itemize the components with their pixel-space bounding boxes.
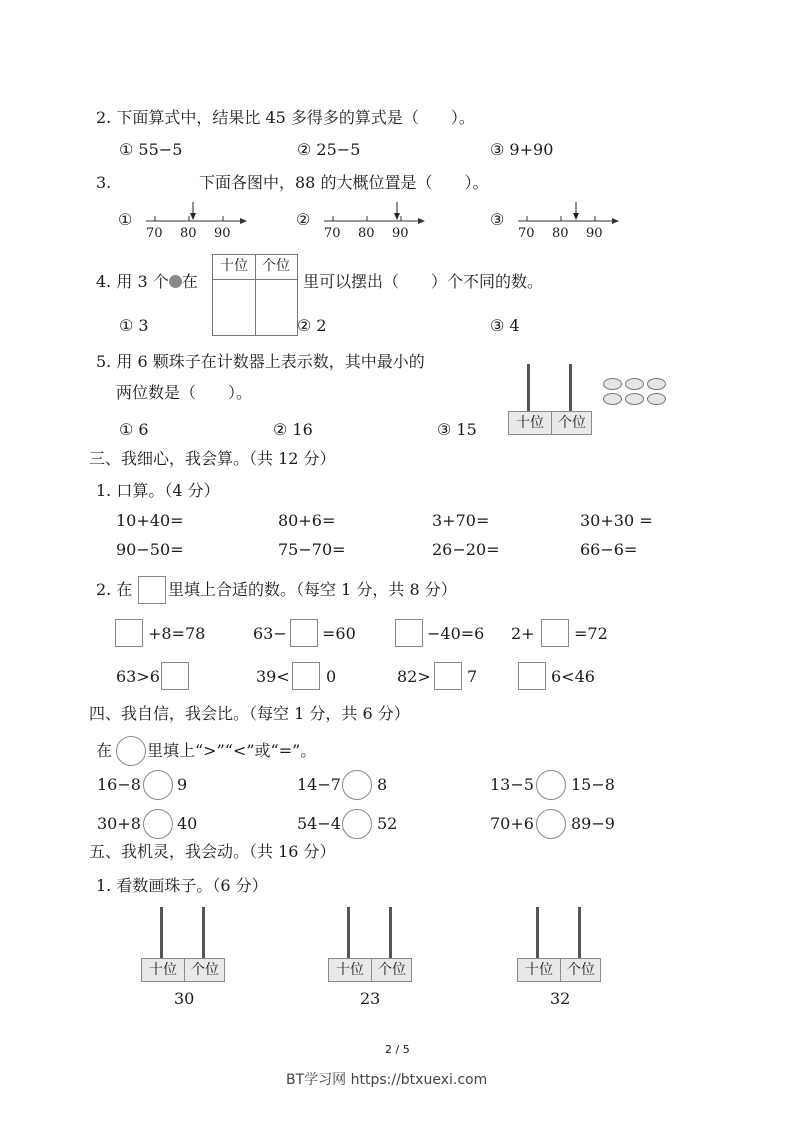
abacus-number: 30 [174,989,195,1008]
compare-right: 8 [377,775,388,794]
q5-beads [603,378,667,408]
q2-option-3: ③ 9+90 [490,140,554,159]
fill-expression: 0 [326,667,337,686]
bead-icon [625,393,644,405]
q3-option-mark-3: ③ [490,210,505,229]
tick-90: 90 [392,226,409,241]
bead-icon [169,275,182,288]
section-3-title: 三、我细心，我会算。（共 12 分） [89,449,336,468]
answer-box[interactable] [395,619,423,647]
section-5-title: 五、我机灵，我会动。（共 16 分） [89,842,336,861]
tens-rod [347,907,350,959]
ones-rod [202,907,205,959]
q4-stem-post: 里可以摆出（ ）个不同的数。 [303,272,544,291]
ones-label: 个位 [191,962,219,978]
bead-icon [647,378,666,390]
ones-rod [569,364,572,412]
compare-left: 70+6 [490,814,534,833]
tick-90: 90 [586,226,603,241]
ones-rod [578,907,581,959]
fill-expression: =60 [322,624,356,643]
sec4-inst-post: 里填上“>”“<”或“=”。 [147,741,317,760]
answer-box[interactable] [161,662,189,690]
q3-number: 3. [96,173,112,192]
q2-option-2: ② 25−5 [297,140,361,159]
abacus-base [508,411,592,435]
q3-arrow-1-head [190,213,196,220]
q3-number-line-1 [118,200,248,244]
tens-label: 十位 [525,962,553,978]
fill-expression: 39< [256,667,290,686]
answer-box[interactable] [115,619,143,647]
compare-left: 13−5 [490,775,534,794]
tens-header: 十位 [220,258,248,274]
q4-option-2: ② 2 [297,316,327,335]
q5-option-2: ② 16 [273,420,313,439]
answer-circle[interactable] [143,770,173,800]
fill-expression: 7 [467,667,478,686]
answer-box[interactable] [518,662,546,690]
compare-right: 15−8 [571,775,615,794]
abacus-base [328,958,412,982]
bead-icon [625,378,644,390]
bead-icon [647,393,666,405]
answer-box[interactable] [138,576,166,604]
fill-expression: 6<46 [551,667,595,686]
compare-left: 14−7 [297,775,341,794]
tens-label: 十位 [336,962,364,978]
abacus-number: 23 [360,989,381,1008]
oral-item: 80+6= [278,511,336,530]
answer-box[interactable] [541,619,569,647]
q3-option-mark-2: ② [296,210,311,229]
answer-box[interactable] [290,619,318,647]
q3-stem: 下面各图中，88 的大概位置是（ ）。 [199,173,489,192]
ones-label: 个位 [567,962,595,978]
sec3-q1-title: 1. 口算。（4 分） [96,481,220,500]
q3-arrow-2-head [394,213,400,220]
tens-rod [527,364,530,412]
answer-circle[interactable] [536,770,566,800]
q3-number-line-2 [296,200,426,244]
fill-expression: +8=78 [148,624,206,643]
tick-70: 70 [518,226,535,241]
oral-item: 66−6= [580,540,638,559]
fill-expression: 63− [253,624,287,643]
oral-item: 75−70= [278,540,346,559]
q3-option-mark-1: ① [118,210,133,229]
tens-label: 十位 [149,962,177,978]
compare-right: 9 [177,775,188,794]
q4-stem-pre: 4. 用 3 个 在 [96,272,198,291]
abacus-number: 32 [550,989,571,1008]
answer-circle[interactable] [342,770,372,800]
tick-70: 70 [146,226,163,241]
q3-number-line-3 [490,200,620,244]
q5-abacus [508,364,592,436]
answer-circle[interactable] [143,809,173,839]
abacus-2 [328,907,412,983]
fill-expression: 2+ [511,624,535,643]
bead-icon [603,378,622,390]
abacus-3 [517,907,601,983]
fill-expression: =72 [574,624,608,643]
q4-option-3: ③ 4 [490,316,520,335]
q5-stem-line2: 两位数是（ ）。 [116,383,253,402]
q4-option-1: ① 3 [119,316,149,335]
tens-rod [536,907,539,959]
answer-box[interactable] [434,662,462,690]
tens-rod [160,907,163,959]
tick-90: 90 [214,226,231,241]
answer-circle[interactable] [536,809,566,839]
q3-arrow-3-head [573,213,579,220]
ones-rod [389,907,392,959]
q5-stem-line1: 5. 用 6 颗珠子在计数器上表示数，其中最小的 [96,352,425,371]
ones-label: 个位 [378,962,406,978]
sec3-q2-post: 里填上合适的数。（每空 1 分，共 8 分） [168,580,457,599]
answer-circle[interactable] [116,736,146,766]
answer-circle[interactable] [342,809,372,839]
q5-option-3: ③ 15 [437,420,477,439]
answer-box[interactable] [292,662,320,690]
abacus-base [517,958,601,982]
abacus-1 [141,907,225,983]
q5-option-1: ① 6 [119,420,149,439]
page-number: 2 / 5 [385,1043,410,1056]
tick-70: 70 [324,226,341,241]
ones-label: 个位 [558,415,586,431]
oral-item: 30+30 = [580,511,653,530]
tick-80: 80 [180,226,197,241]
section-4-title: 四、我自信，我会比。（每空 1 分，共 6 分） [89,704,410,723]
oral-item: 10+40= [116,511,184,530]
place-value-table [212,254,298,336]
oral-item: 3+70= [432,511,490,530]
fill-expression: −40=6 [427,624,485,643]
oral-item: 90−50= [116,540,184,559]
sec3-q2-pre: 2. 在 [96,580,133,599]
fill-expression: 63>6 [116,667,160,686]
compare-left: 54−4 [297,814,341,833]
compare-left: 16−8 [97,775,141,794]
bead-icon [603,393,622,405]
site-watermark[interactable]: BT学习网 https://btxuexi.com [286,1072,488,1088]
compare-left: 30+8 [97,814,141,833]
sec4-inst-pre: 在 [96,741,113,760]
ones-header: 个位 [262,258,290,274]
sec5-q1-title: 1. 看数画珠子。（6 分） [96,876,268,895]
fill-expression: 82> [397,667,431,686]
tick-80: 80 [552,226,569,241]
compare-right: 89−9 [571,814,615,833]
tens-label: 十位 [516,415,544,431]
oral-item: 26−20= [432,540,500,559]
compare-right: 52 [377,814,398,833]
compare-right: 40 [177,814,198,833]
tick-80: 80 [358,226,375,241]
q2-option-1: ① 55−5 [119,140,183,159]
q2-stem: 2. 下面算式中，结果比 45 多得多的算式是（ ）。 [96,108,475,127]
abacus-base [141,958,225,982]
